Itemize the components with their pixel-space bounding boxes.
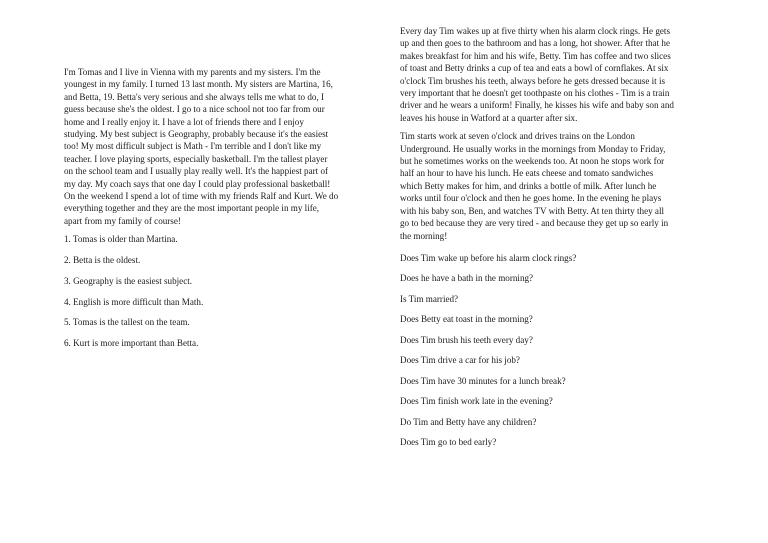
passage-line: which Betty makes for him, and drinks a bottle of milk. After lunch he — [400, 180, 657, 191]
question-item: Does Tim go to bed early? — [400, 437, 497, 448]
passage-line: the morning! — [400, 230, 448, 241]
passage-line: my day. My coach says that one day I could play professional basketball! — [64, 178, 331, 189]
passage-line: On the weekend I spend a lot of time with my friends Ralf and Kurt. We do — [64, 191, 339, 202]
passage-line: but he sometimes works on the weekends too. At noon he stops work for — [400, 156, 665, 167]
passage-line: teacher. I love playing sports, especially basketball. I'm the tallest player — [64, 153, 328, 164]
comprehension-questions — [400, 252, 712, 449]
passage-line: driver and he wears a uniform! Finally, he kisses his wife and baby son and — [400, 100, 674, 111]
passage-line: apart from my family of course! — [64, 215, 181, 226]
question-item: Does Tim brush his teeth every day? — [400, 334, 533, 345]
tim-passage-paragraph-2 — [400, 130, 712, 242]
passage-line: guess because she's the oldest. I go to a nice school not too far from our — [64, 104, 325, 115]
left-column — [64, 66, 374, 358]
passage-line: everything together and they are the most important people in my life, — [64, 203, 320, 214]
passage-line: Underground. He usually works in the mornings from Monday to Friday, — [400, 143, 666, 154]
passage-line: Every day Tim wakes up at five thirty when his alarm clock rings. He gets — [400, 26, 670, 36]
passage-line: o'clock Tim brushes his teeth, always before he gets dressed because it is — [400, 75, 666, 86]
passage-line: home and I really enjoy it. I have a lot of friends there and I enjoy — [64, 116, 304, 127]
question-item: Does Tim finish work late in the evening? — [400, 396, 553, 407]
question-item: Does Tim drive a car for his job? — [400, 355, 520, 366]
passage-line: works until four o'clock and then he goes home. In the evening he plays — [400, 193, 662, 204]
question-item: Does Betty eat toast in the morning? — [400, 314, 533, 325]
passage-line: with his baby son, Ben, and watches TV with Betty. At ten thirty they all — [400, 205, 665, 216]
statement-item: 4. English is more difficult than Math. — [64, 296, 204, 307]
passage-line: half an hour to have his lunch. He eats cheese and tomato sandwiches — [400, 168, 654, 179]
statement-item: 5. Tomas is the tallest on the team. — [64, 317, 190, 328]
passage-line: youngest in my family. I turned 13 last month. My sisters are Martina, 16, — [64, 79, 333, 90]
passage-line: and Betta, 19. Betta's very serious and she always tells me what to do, I — [64, 91, 324, 102]
tim-passage-paragraph-1 — [400, 25, 712, 124]
passage-line: go to bed because they are very tired - and because they get up so early in — [400, 218, 669, 229]
passage-line: makes breakfast for him and his wife, Betty. Tim has coffee and two slices — [400, 50, 671, 61]
tomas-passage — [64, 66, 374, 227]
passage-line: on the school team and I usually play really well. It's the happiest part of — [64, 166, 329, 177]
passage-line: of toast and Betty drinks a cup of tea and eats a bowl of cornflakes. At six — [400, 63, 669, 74]
passage-line: very important that he doesn't get toothpaste on his clothes - Tim is a train — [400, 88, 670, 99]
statement-item: 1. Tomas is older than Martina. — [64, 234, 178, 245]
passage-line: too! My most difficult subject is Math - I'm terrible and I don't like my — [64, 141, 322, 152]
question-item: Does Tim have 30 minutes for a lunch break? — [400, 375, 566, 386]
passage-line: up and then goes to the bathroom and has a long, hot shower. After that he — [400, 38, 670, 49]
true-false-statements — [64, 233, 374, 349]
passage-line: Tim starts work at seven o'clock and drives trains on the London — [400, 131, 635, 142]
passage-line: leaves his house in Watford at a quarter after six. — [400, 112, 578, 123]
passage-line: studying. My best subject is Geography, probably because it's the easiest — [64, 129, 329, 140]
question-item: Do Tim and Betty have any children? — [400, 416, 537, 427]
statement-item: 2. Betta is the oldest. — [64, 255, 141, 266]
question-item: Does he have a bath in the morning? — [400, 273, 534, 284]
statement-item: 6. Kurt is more important than Betta. — [64, 338, 199, 349]
right-column — [400, 25, 712, 457]
passage-line: I'm Tomas and I live in Vienna with my parents and my sisters. I'm the — [64, 67, 321, 77]
statement-item: 3. Geography is the easiest subject. — [64, 275, 193, 286]
question-item: Does Tim wake up before his alarm clock rings? — [400, 252, 577, 263]
question-item: Is Tim married? — [400, 293, 459, 304]
